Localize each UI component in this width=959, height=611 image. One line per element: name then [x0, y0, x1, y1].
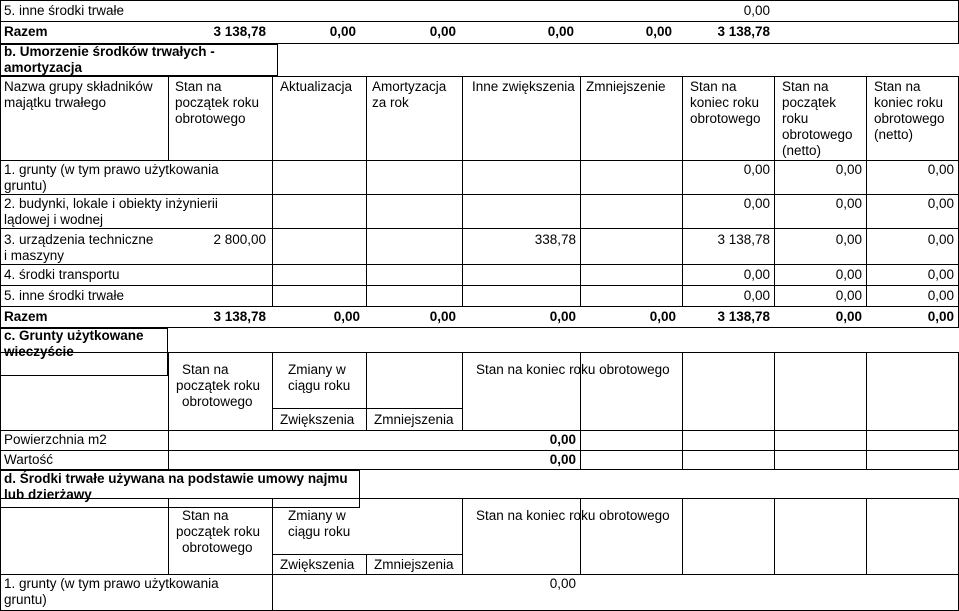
d-h-start-2: początek roku: [176, 524, 261, 539]
section-c-title-2: wieczyście: [4, 344, 74, 359]
top-razem-v6: 3 138,78: [717, 24, 770, 39]
header-start-3: obrotowego: [175, 111, 246, 126]
section-b-title-1: b. Umorzenie środków trwałych -: [4, 44, 215, 59]
b-row3-end: 3 138,78: [717, 232, 770, 247]
top-razem-v5: 0,00: [645, 24, 672, 39]
top-razem-v2: 0,00: [329, 24, 356, 39]
b-row2-label-2: lądowej i wodnej: [4, 212, 104, 227]
c-row2-value: 0,00: [549, 452, 576, 467]
header-end-3: obrotowego: [690, 111, 761, 126]
section-d-title-1: d. Środki trwałe używana na podstawie umowy najmu: [4, 471, 348, 486]
c-h-inc: Zwiększenia: [280, 412, 355, 427]
b-razem-v7: 0,00: [835, 309, 862, 324]
top-razem-v3: 0,00: [429, 24, 456, 39]
header-group-name-2: majątku trwałego: [4, 95, 107, 110]
b-row5-label: 5. inne środki trwałe: [4, 288, 125, 303]
c-row2-label: Wartość: [4, 452, 54, 467]
d-row1-label-1: 1. grunty (w tym prawo użytkowania: [4, 576, 219, 591]
header-start-net-1: Stan na: [782, 79, 829, 94]
top-razem-v4: 0,00: [547, 24, 574, 39]
header-start-net-4: obrotowego: [782, 127, 853, 142]
header-end-2: koniec roku: [690, 95, 760, 110]
b-row3-start: 2 800,00: [213, 232, 266, 247]
b-razem-v1: 3 138,78: [213, 309, 266, 324]
b-razem-v6: 3 138,78: [717, 309, 770, 324]
b-row1-end-net: 0,00: [927, 162, 954, 177]
b-row3-start-net: 0,00: [835, 232, 862, 247]
b-row1-end: 0,00: [743, 162, 770, 177]
b-row3-label-1: 3. urządzenia techniczne: [4, 232, 154, 247]
header-end-1: Stan na: [690, 79, 737, 94]
b-row4-start-net: 0,00: [835, 267, 862, 282]
c-row1-value: 0,00: [549, 432, 576, 447]
b-row5-start-net: 0,00: [835, 288, 862, 303]
top-row5-label: 5. inne środki trwałe: [4, 3, 125, 18]
section-c-title-1: c. Grunty użytkowane: [4, 328, 144, 343]
header-other-inc: Inne zwiększenia: [472, 79, 575, 94]
d-h-end: Stan na koniec roku obrotowego: [476, 508, 670, 523]
b-razem-v2: 0,00: [333, 309, 360, 324]
top-razem-v1: 3 138,78: [213, 24, 266, 39]
b-row1-label-1: 1. grunty (w tym prawo użytkowania: [4, 162, 219, 177]
header-end-net-3: obrotowego: [874, 111, 945, 126]
header-start-1: Stan na: [175, 79, 222, 94]
b-row1-start-net: 0,00: [835, 162, 862, 177]
section-d-title-2: lub dzierżawy: [4, 487, 92, 502]
b-row3-amort: 338,78: [534, 232, 576, 247]
header-start-net-3: roku: [782, 111, 809, 126]
b-row3-end-net: 0,00: [927, 232, 954, 247]
d-h-start-1: Stan na: [182, 508, 229, 523]
c-h-changes-2: ciągu roku: [288, 378, 351, 393]
header-end-net-2: koniec roku: [874, 95, 944, 110]
d-h-inc: Zwiększenia: [280, 557, 355, 572]
header-group-name-1: Nazwa grupy składników: [4, 79, 153, 94]
b-razem-v5: 0,00: [649, 309, 676, 324]
b-razem-v8: 0,00: [927, 309, 954, 324]
top-row5-value: 0,00: [743, 3, 770, 18]
b-razem-v4: 0,00: [549, 309, 576, 324]
d-h-changes-2: ciągu roku: [288, 524, 351, 539]
c-h-changes-1: Zmiany w: [288, 362, 346, 377]
b-row4-end: 0,00: [743, 267, 770, 282]
header-decrease: Zmniejszenie: [586, 79, 666, 94]
d-row1-label-2: gruntu): [4, 592, 47, 607]
c-h-start-3: obrotowego: [182, 394, 253, 409]
c-h-dec: Zmniejszenia: [374, 412, 454, 427]
b-row5-end: 0,00: [743, 288, 770, 303]
d-h-changes-1: Zmiany w: [288, 508, 346, 523]
header-amort-2: za rok: [372, 95, 409, 110]
b-row3-label-2: i maszyny: [4, 248, 65, 263]
b-row4-end-net: 0,00: [927, 267, 954, 282]
header-end-net-1: Stan na: [874, 79, 921, 94]
b-row2-end-net: 0,00: [927, 196, 954, 211]
b-row2-end: 0,00: [743, 196, 770, 211]
top-table-frame: [0, 0, 959, 44]
d-h-start-3: obrotowego: [182, 540, 253, 555]
d-row1-value: 0,00: [549, 576, 576, 591]
b-row2-label-1: 2. budynki, lokale i obiekty inżynierii: [4, 196, 218, 211]
d-h-dec: Zmniejszenia: [374, 557, 454, 572]
c-h-start-2: początek roku: [176, 378, 261, 393]
c-h-start-1: Stan na: [182, 362, 229, 377]
b-row4-label: 4. środki transportu: [4, 267, 120, 282]
header-end-net-4: (netto): [874, 127, 914, 142]
c-h-end: Stan na koniec roku obrotowego: [476, 362, 670, 377]
header-update: Aktualizacja: [280, 79, 353, 94]
b-razem-v3: 0,00: [429, 309, 456, 324]
header-start-net-5: (netto): [782, 143, 822, 158]
c-row1-label: Powierzchnia m2: [4, 432, 107, 447]
b-row5-end-net: 0,00: [927, 288, 954, 303]
section-b-title-2: amortyzacja: [4, 60, 83, 75]
header-start-2: początek roku: [175, 95, 260, 110]
top-razem-label: Razem: [4, 24, 48, 39]
b-razem-label: Razem: [4, 309, 48, 324]
b-row1-label-2: gruntu): [4, 178, 47, 193]
header-amort-1: Amortyzacja: [372, 79, 447, 94]
b-row2-start-net: 0,00: [835, 196, 862, 211]
header-start-net-2: początek: [782, 95, 837, 110]
